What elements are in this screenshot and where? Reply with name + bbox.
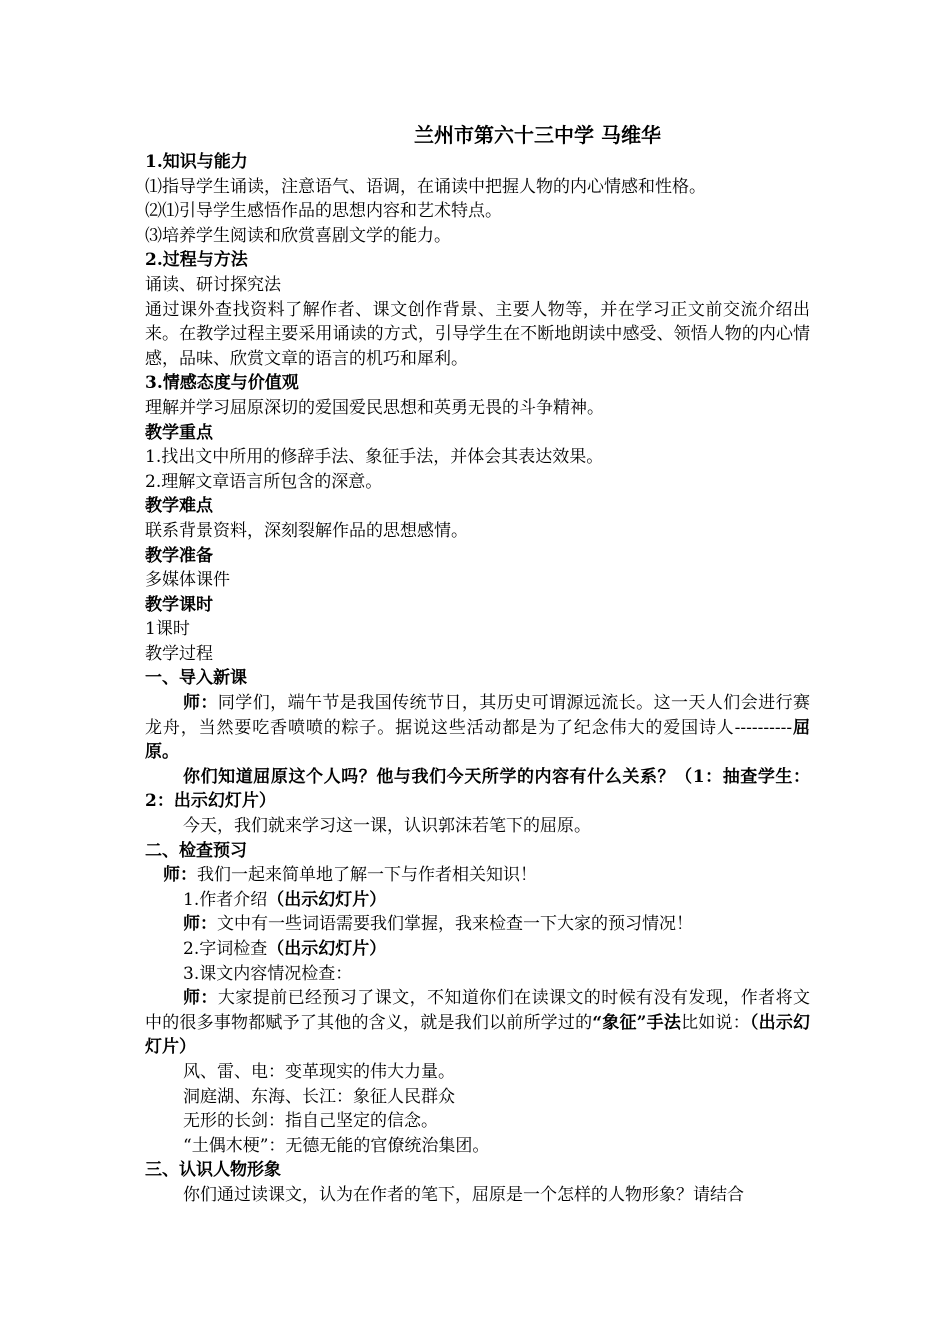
heading-process-method: 2.过程与方法	[145, 250, 248, 271]
paragraph: 理解并学习屈原深切的爱国爱民思想和英勇无畏的斗争精神。	[145, 397, 604, 418]
paragraph	[145, 691, 810, 765]
speaker-label: 师：	[183, 693, 218, 714]
paragraph: ⑵⑴引导学生感悟作品的思想内容和艺术特点。	[145, 201, 502, 222]
paragraph: 洞庭湖、东海、长江：象征人民群众	[183, 1086, 455, 1107]
heading-teaching-focus: 教学重点	[145, 422, 213, 443]
paragraph	[145, 937, 810, 962]
paragraph: ⑶培养学生阅读和欣赏喜剧文学的能力。	[145, 225, 451, 246]
emphasis-text: “象征”手法	[592, 1012, 682, 1033]
process-label: 教学过程	[145, 643, 213, 664]
paragraph: 无形的长剑：指自己坚定的信念。	[183, 1111, 438, 1132]
paragraph	[145, 986, 810, 1060]
paragraph	[145, 912, 810, 937]
document-title: 兰州市第六十三中学 马维华	[414, 123, 661, 147]
document-body	[145, 120, 810, 1208]
paragraph	[145, 863, 810, 888]
paragraph-text: 我们一起来简单地了解一下与作者相关知识！	[197, 865, 537, 886]
speaker-label: 师：	[163, 865, 197, 886]
paragraph-text: 1.作者介绍	[183, 889, 268, 910]
paragraph-text: 文中有一些词语需要我们掌握，我来检查一下大家的预习情况！	[217, 914, 693, 935]
paragraph: 多媒体课件	[145, 570, 230, 591]
paragraph: 你们通过读课文，认为在作者的笔下，屈原是一个怎样的人物形象？请结合	[183, 1184, 744, 1205]
heading-knowledge: 1.知识与能力	[145, 152, 248, 172]
heading-emotion-values: 3.情感态度与价值观	[145, 373, 299, 394]
heading-class-hours: 教学课时	[145, 594, 213, 615]
heading-teaching-difficulty: 教学难点	[145, 496, 213, 517]
paragraph: 2.理解文章语言所包含的深意。	[145, 471, 383, 492]
paragraph-text: 大家提前已经预习了课文，不知道你们在读课文的时候有没有发现，作者将文中的很多事物都赋予了其他的含义，就是我们以前所学过的	[145, 988, 811, 1033]
paragraph: 联系背景资料，深刻裂解作品的思想感情。	[145, 520, 468, 541]
paragraph: 1.找出文中所用的修辞手法、象征手法，并体会其表达效果。	[145, 447, 604, 468]
paragraph-text: 2.字词检查	[183, 939, 268, 959]
emphasis-text: 屈原。	[145, 717, 810, 763]
paragraph: 1课时	[145, 619, 190, 640]
heading-section-2: 二、检查预习	[145, 840, 247, 861]
paragraph: 风、雷、电：变革现实的伟大力量。	[183, 1061, 455, 1082]
speaker-label: 师：	[183, 988, 218, 1009]
paragraph-question: 你们知道屈原这个人吗？他与我们今天所学的内容有什么关系？（1：抽查学生：2：出示幻灯片）	[145, 766, 810, 812]
heading-teaching-prep: 教学准备	[145, 545, 213, 566]
heading-section-1: 一、导入新课	[145, 668, 247, 689]
paragraph: “土偶木梗”：无德无能的官僚统治集团。	[183, 1135, 490, 1156]
speaker-label: 师：	[183, 914, 217, 935]
paragraph: 通过课外查找资料了解作者、课文创作背景、主要人物等，并在学习正文前交流介绍出来。在教学过程主要采用诵读的方式，引导学生在不断地朗读中感受、领悟人物的内心情感，品味、欣赏文章的语言的机巧和犀利。	[145, 299, 810, 369]
paragraph: 3.课文内容情况检查：	[183, 963, 353, 984]
paragraph-text: 同学们，端午节是我国传统节日，其历史可谓源远流长。这一天人们会进行赛龙舟，当然要吃香喷喷的粽子。据说这些活动都是为了纪念伟大的爱国诗人----------	[145, 693, 811, 738]
emphasis-text: （出示幻灯片）	[267, 939, 387, 959]
emphasis-text: （出示幻灯片）	[145, 1012, 811, 1058]
heading-section-3: 三、认识人物形象	[145, 1160, 281, 1181]
emphasis-text: （出示幻灯片）	[267, 889, 387, 910]
paragraph	[145, 888, 810, 913]
paragraph-text: 比如说：	[681, 1012, 750, 1033]
paragraph: 诵读、研讨探究法	[145, 274, 281, 295]
paragraph: 今天，我们就来学习这一课，认识郭沫若笔下的屈原。	[183, 816, 591, 837]
paragraph: ⑴指导学生诵读，注意语气、语调，在诵读中把握人物的内心情感和性格。	[145, 176, 706, 197]
